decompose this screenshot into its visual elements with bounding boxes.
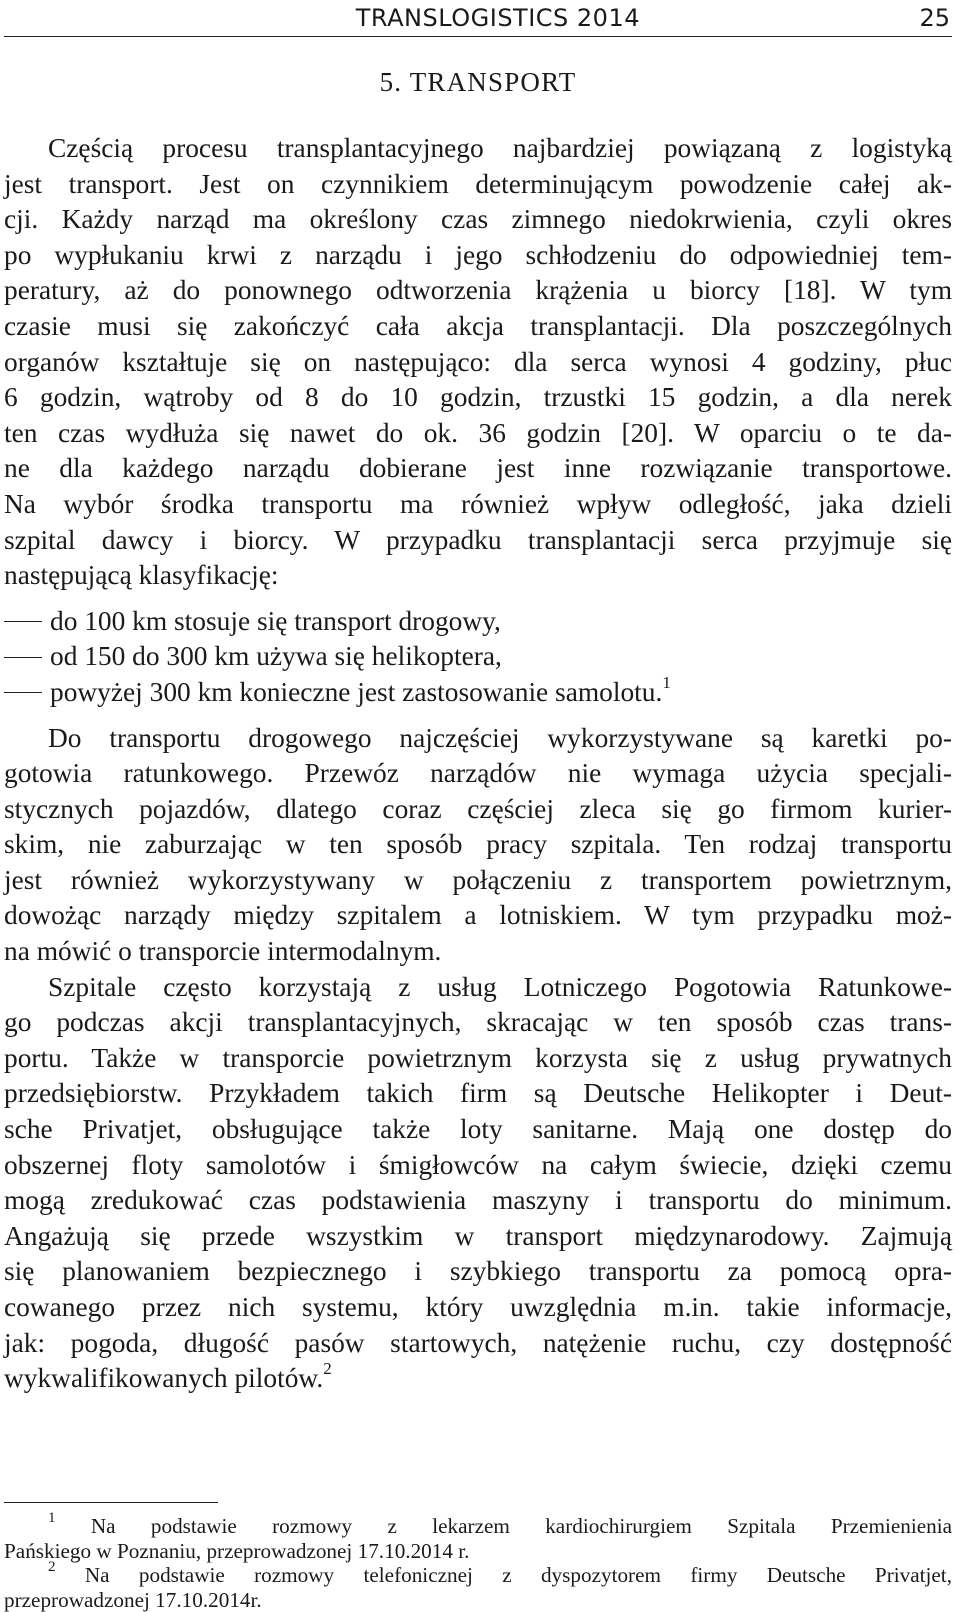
text-line: gotowia ratunkowego. Przewóz narządów nie wymaga użycia specjali- (4, 758, 952, 789)
text-line: ten czas wydłuża się nawet do ok. 36 godzin [20]. W oparciu o te da- (4, 417, 952, 448)
text-line: Angażują się przede wszystkim w transport międzynarodowy. Zajmują (4, 1220, 952, 1251)
list-item-text: od 150 do 300 km używa się helikoptera, (50, 641, 502, 672)
running-header (4, 2, 952, 37)
footnote-1 (4, 1509, 953, 1539)
text-line: następującą klasyfikację: (4, 560, 279, 591)
footnote-1-continuation: Pańskiego w Poznaniu, przeprowadzonej 17.10.2014 r. (4, 1538, 470, 1563)
footnotes (4, 1509, 953, 1612)
paragraph-1 (4, 131, 952, 594)
text-line: jak: pogoda, długość pasów startowych, natężenie ruchu, czy dostępność (4, 1327, 952, 1358)
section-title: 5. TRANSPORT (379, 67, 577, 97)
footnote-text: Na podstawie rozmowy telefonicznej z dyspozytorem firmy Deutsche Privatjet, (84, 1563, 952, 1588)
text-line: sche Privatjet, obsługujące także loty sanitarne. Mają one dostęp do (4, 1114, 952, 1145)
footnote-divider (4, 1502, 218, 1503)
text-line: obszernej floty samolotów i śmigłowców na całym świecie, dzięki czemu (4, 1149, 952, 1180)
dash-marker (4, 657, 42, 658)
list-item-text: powyżej 300 km konieczne jest zastosowanie samolotu. (50, 676, 663, 707)
text-line: czasie musi się zakończyć cała akcja transplantacji. Dla poszczególnych (4, 310, 952, 341)
footnote-2 (4, 1559, 952, 1588)
text-line: organów kształtuje się on następująco: dla serca wynosi 4 godziny, płuc (4, 346, 952, 377)
footnote-reference: 1 (662, 672, 671, 692)
page-number: 25 (919, 4, 950, 32)
document-page (4, 0, 954, 1612)
footnote-2-continuation: przeprowadzonej 17.10.2014r. (4, 1587, 262, 1612)
text-line: cowanego przez nich systemu, który uwzględnia m.in. takie informacje, (4, 1292, 952, 1322)
classification-list (4, 604, 952, 711)
text-line: dowożąc narządy między szpitalem a lotniskiem. W tym przypadku moż- (4, 900, 952, 931)
text-line (4, 1361, 952, 1397)
text-line: przedsiębiorstw. Przykładem takich firm są Deutsche Helikopter i Deut- (4, 1078, 952, 1109)
text-line: po wypłukaniu krwi z narządu i jego schłodzeniu do odpowiedniej tem- (4, 239, 952, 270)
list-item (4, 604, 952, 640)
text-line: 6 godzin, wątroby od 8 do 10 godzin, trzustki 15 godzin, a dla nerek (4, 382, 952, 413)
body-text (4, 131, 952, 1397)
list-item-text: do 100 km stosuje się transport drogowy, (50, 605, 501, 636)
text-line-content: wykwalifikowanych pilotów. (4, 1363, 324, 1394)
text-line: portu. Także w transporcie powietrznym korzysta się z usług prywatnych (4, 1042, 952, 1073)
text-line: Na wybór środka transportu ma również wpływ odległość, jaka dzieli (4, 488, 952, 519)
text-line: Do transportu drogowego najczęściej wykorzystywane są karetki po- (48, 722, 952, 753)
text-line: go podczas akcji transplantacyjnych, skracając w ten sposób czas trans- (4, 1007, 952, 1038)
list-item (4, 639, 952, 675)
text-line: skim, nie zaburzając w ten sposób pracy szpitala. Ten rodzaj transportu (4, 829, 952, 860)
paragraph-2 (4, 721, 952, 970)
text-line: jest również wykorzystywany w połączeniu z transportem powietrznym, (4, 864, 952, 895)
text-line: peratury, aż do ponownego odtworzenia krążenia u biorcy [18]. W tym (4, 275, 952, 306)
dash-marker (4, 692, 42, 693)
footnote-mark: 2 (48, 1559, 56, 1576)
dash-marker (4, 621, 42, 622)
list-item (4, 672, 952, 711)
text-line: jest transport. Jest on czynnikiem determinującym powodzenie całej ak- (4, 168, 952, 199)
text-line: Częścią procesu transplantacyjnego najbardziej powiązaną z logistyką (48, 133, 952, 163)
text-line: Szpitale często korzystają z usług Lotniczego Pogotowia Ratunkowe- (48, 971, 952, 1002)
paragraph-3 (4, 970, 952, 1397)
journal-title: TRANSLOGISTICS 2014 (355, 4, 640, 32)
text-line: cji. Każdy narząd ma określony czas zimnego niedokrwienia, czyli okres (4, 204, 952, 235)
footnote-reference: 2 (323, 1359, 332, 1379)
text-line: szpital dawcy i biorcy. W przypadku transplantacji serca przyjmuje się (4, 524, 952, 555)
text-line: mogą zredukować czas podstawienia maszyny i transportu do minimum. (4, 1185, 952, 1216)
text-line: się planowaniem bezpiecznego i szybkiego transportu za pomocą opra- (4, 1256, 952, 1287)
text-line: ne dla każdego narządu dobierane jest inne rozwiązanie transportowe. (4, 453, 952, 484)
footnote-mark: 1 (48, 1509, 56, 1526)
text-line: na mówić o transporcie intermodalnym. (4, 936, 442, 967)
footnote-text: Na podstawie rozmowy z lekarzem kardiochirurgiem Szpitala Przemienienia (90, 1514, 953, 1538)
text-line: stycznych pojazdów, dlatego coraz częściej zleca się go firmom kurier- (4, 793, 952, 824)
